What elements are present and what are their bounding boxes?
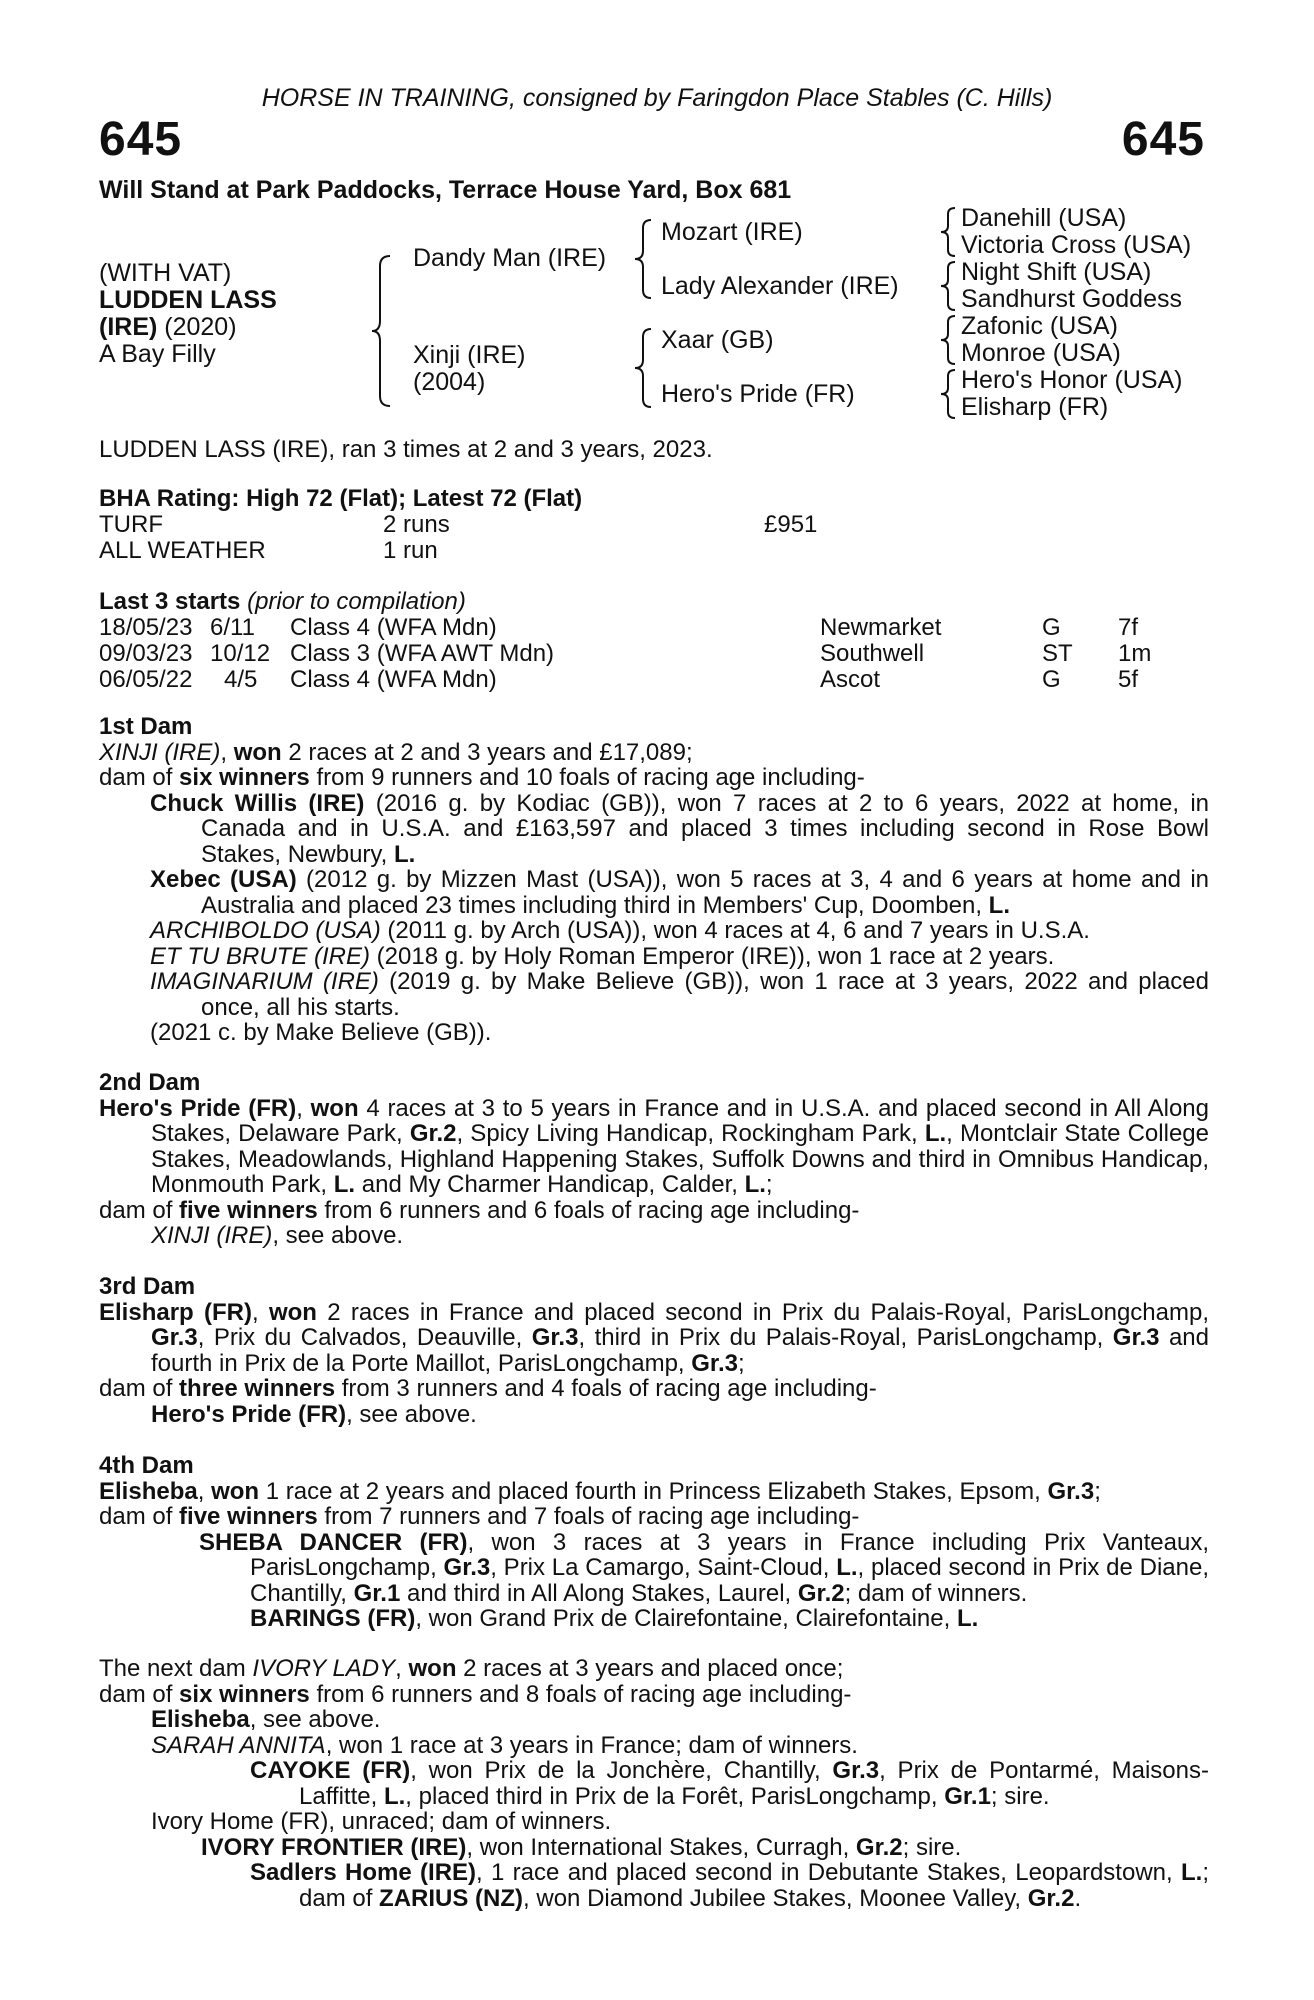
text: , third in Prix du Palais-Royal, ParisLongchamp, <box>578 1324 1113 1351</box>
text: ; <box>737 1349 745 1377</box>
start-row <box>99 666 1209 692</box>
ancestor-2: Victoria Cross (USA) <box>961 231 1192 259</box>
text: , Prix La Camargo, Saint-Cloud, <box>490 1554 837 1581</box>
text: , <box>220 738 234 766</box>
progeny-name: SARAH ANNITA <box>151 1731 326 1759</box>
progeny-entry <box>99 918 1209 944</box>
progeny-entry <box>99 1835 1209 1861</box>
winners-count: five winners <box>179 1503 318 1530</box>
text: 1 race at 2 years and placed fourth in Princess Elizabeth Stakes, Epsom, <box>259 1477 1048 1505</box>
text: , see above. <box>346 1400 477 1428</box>
progeny-entry <box>99 791 1209 868</box>
fourth-dam-produce <box>99 1504 1209 1530</box>
first-dam-section <box>99 714 1209 1046</box>
text: , see above. <box>249 1706 381 1733</box>
won-label: won <box>211 1477 260 1505</box>
grade-label: Gr.2 <box>797 1579 845 1607</box>
won-label: won <box>233 738 282 766</box>
next-dam-record <box>99 1656 1209 1682</box>
text: , won 1 race at 3 years in France; dam of winners. <box>325 1731 858 1759</box>
progeny-entry <box>99 1758 1209 1809</box>
runs: 1 run <box>383 537 438 564</box>
grade-label: Gr.3 <box>832 1757 880 1784</box>
progeny-name: Chuck Willis (IRE) <box>150 789 365 817</box>
third-dam-produce <box>99 1376 1209 1402</box>
rating-table <box>99 511 1209 563</box>
ancestor-7: Hero's Honor (USA) <box>961 366 1183 394</box>
grade-label: Gr.3 <box>1047 1477 1095 1505</box>
lot-number-right: 645 <box>1121 113 1205 166</box>
text: from 6 runners and 6 foals of racing age including- <box>317 1196 860 1224</box>
start-race: Class 3 (WFA AWT Mdn) <box>290 640 555 667</box>
vat-note: (WITH VAT) <box>99 259 232 287</box>
next-dam-section <box>99 1656 1209 1911</box>
brace-g2 <box>939 260 959 312</box>
text: , Prix du Calvados, Deauville, <box>197 1324 532 1351</box>
horse-year: (2020) <box>157 313 237 341</box>
text: dam of <box>99 1375 180 1402</box>
brace-sire-line <box>633 218 657 300</box>
fourth-dam-section <box>99 1453 1209 1632</box>
winners-count: five winners <box>179 1196 318 1224</box>
progeny-record: (2018 g. by Holy Roman Emperor (IRE)), won 1 race at 2 years. <box>370 942 1055 970</box>
progeny-record: (2011 g. by Arch (USA)), won 4 races at 4, 6 and 7 years in U.S.A. <box>380 917 1090 944</box>
grade-label: L. <box>1181 1859 1203 1886</box>
start-course: Southwell <box>820 640 925 667</box>
start-date: 06/05/22 <box>99 666 193 693</box>
text: dam of <box>99 1503 180 1530</box>
text: dam of <box>99 1196 180 1224</box>
grade-label: L. <box>836 1554 858 1581</box>
bha-rating: BHA Rating: High 72 (Flat); Latest 72 (Flat) <box>99 485 583 512</box>
text: 4 races at 3 to 5 years in France and in U.S.A. and placed second in All Along Stakes, Delaware Park, <box>151 1094 1209 1147</box>
text: ; <box>1094 1477 1101 1505</box>
surface: TURF <box>99 511 163 538</box>
starts-table <box>99 614 1209 692</box>
dam-year: (2004) <box>413 368 486 396</box>
text: from 7 runners and 7 foals of racing age including- <box>317 1503 860 1530</box>
next-dam-produce <box>99 1682 1209 1708</box>
horse-description: A Bay Filly <box>99 340 216 368</box>
rating-row <box>99 537 1209 563</box>
text: dam of <box>99 1680 180 1708</box>
dam-name: XINJI (IRE) <box>99 738 221 766</box>
text: and My Charmer Handicap, Calder, <box>355 1171 745 1198</box>
ancestor-1: Danehill (USA) <box>961 204 1127 232</box>
ancestor-5: Zafonic (USA) <box>961 312 1118 340</box>
start-course: Ascot <box>820 666 881 693</box>
text: , <box>251 1298 269 1326</box>
text: , <box>296 1094 311 1122</box>
progeny-entry <box>99 1606 1209 1632</box>
text: , 1 race and placed second in Debutante Stakes, Leopardstown, <box>476 1859 1181 1886</box>
second-dam-produce <box>99 1198 1209 1224</box>
text: , won Prix de la Jonchère, Chantilly, <box>410 1757 833 1784</box>
progeny-entry <box>99 969 1209 1020</box>
grade-label: L. <box>333 1171 356 1198</box>
brace-g3 <box>939 314 959 366</box>
consignor-header: HORSE IN TRAINING, consigned by Faringdon Place Stables (C. Hills) <box>261 84 1053 112</box>
dam-name: Elisharp (FR) <box>99 1298 252 1326</box>
start-position: 10/12 <box>210 640 271 667</box>
progeny-entry <box>99 1402 1209 1428</box>
progeny-entry <box>99 1223 1209 1249</box>
text: from 6 runners and 8 foals of racing age including- <box>309 1680 852 1708</box>
grade-label: Gr.1 <box>944 1782 991 1810</box>
progeny-record: (2019 g. by Make Believe (GB)), won 1 race at 3 years, 2022 and placed once, all his starts. <box>201 968 1209 1021</box>
text: , won 3 races at 3 years in France including Prix Vanteaux, ParisLongchamp, <box>250 1528 1209 1581</box>
start-row <box>99 614 1209 640</box>
surface: ALL WEATHER <box>99 537 266 564</box>
dam-name: Elisheba <box>99 1477 198 1505</box>
winners-count: three winners <box>179 1375 336 1402</box>
first-dam-record <box>99 740 1209 766</box>
text: ; dam of <box>299 1859 1209 1912</box>
start-position: 6/11 <box>210 614 255 641</box>
progeny-record: (2016 g. by Kodiac (GB)), won 7 races at 2 to 6 years, 2022 at home, in Canada and in U.S.A. and £163,597 and placed 3 times including second in Rose Bowl Stakes, Newbury, <box>201 789 1209 868</box>
grade-label: Gr.2 <box>409 1120 457 1147</box>
text: , won Grand Prix de Clairefontaine, Clairefontaine, <box>415 1605 957 1632</box>
grade-label: L. <box>744 1171 766 1198</box>
text: 2 races in France and placed second in Prix du Palais-Royal, ParisLongchamp, <box>316 1298 1209 1326</box>
progeny-entry <box>99 1530 1209 1607</box>
progeny-entry: (2021 c. by Make Believe (GB)). <box>150 1019 492 1046</box>
dam-name: Hero's Pride (FR) <box>99 1094 297 1122</box>
progeny-name: CAYOKE (FR) <box>250 1757 411 1784</box>
progeny-entry: Ivory Home (FR), unraced; dam of winners. <box>151 1808 612 1835</box>
won-label: won <box>408 1655 457 1682</box>
race-summary: LUDDEN LASS (IRE), ran 3 times at 2 and 3 years, 2023. <box>99 436 713 463</box>
text: , Montclair State College Stakes, Meadowlands, Highland Happening Stakes, Suffolk Downs and third in Omnibus Handicap, Monmouth Park, <box>151 1120 1209 1198</box>
grade-label: Gr.2 <box>1027 1884 1075 1912</box>
text: . <box>1074 1884 1082 1912</box>
text: ; sire. <box>902 1833 962 1861</box>
text: from 9 runners and 10 foals of racing age including- <box>309 764 865 791</box>
text: , won International Stakes, Curragh, <box>466 1833 856 1861</box>
runs: 2 runs <box>383 511 450 538</box>
second-dam-heading: 2nd Dam <box>99 1069 201 1096</box>
text: , <box>395 1655 409 1682</box>
first-dam-heading: 1st Dam <box>99 713 193 740</box>
text: , Prix de Pontarmé, Maisons-Laffitte, <box>299 1757 1209 1810</box>
text: from 3 runners and 4 foals of racing age including- <box>335 1375 877 1402</box>
last-starts-title: Last 3 starts <box>99 588 241 615</box>
won-label: won <box>310 1094 359 1122</box>
start-going: G <box>1042 666 1061 693</box>
ancestor-8: Elisharp (FR) <box>961 393 1109 421</box>
fourth-dam-heading: 4th Dam <box>99 1452 194 1479</box>
sire-sire: Mozart (IRE) <box>661 218 803 246</box>
text: ; dam of winners. <box>844 1579 1028 1607</box>
brace-g4 <box>939 368 959 420</box>
prize-money: £951 <box>764 511 818 538</box>
progeny-entry <box>99 1860 1209 1911</box>
text: , see above. <box>272 1222 404 1249</box>
start-race: Class 4 (WFA Mdn) <box>290 614 497 641</box>
text: ; <box>765 1171 773 1198</box>
horse-country: (IRE) <box>99 313 158 341</box>
winners-count: six winners <box>179 1680 310 1708</box>
start-position: 4/5 <box>224 666 258 693</box>
progeny-name: Hero's Pride (FR) <box>151 1400 347 1428</box>
text: , placed third in Prix de la Forêt, ParisLongchamp, <box>405 1782 945 1810</box>
text: 2 races at 3 years and placed once; <box>456 1655 844 1682</box>
second-dam-record <box>99 1096 1209 1198</box>
grade-label: Gr.3 <box>151 1324 198 1351</box>
text: , placed second in Prix de Diane, Chantilly, <box>250 1554 1209 1607</box>
text: , won Diamond Jubilee Stakes, Moonee Valley, <box>523 1884 1028 1912</box>
grade-label: Gr.1 <box>353 1579 401 1607</box>
progeny-name: Sadlers Home (IRE) <box>250 1859 477 1886</box>
brace-dam-line <box>633 327 657 409</box>
won-label: won <box>268 1298 317 1326</box>
horse-name-suffix <box>99 312 237 342</box>
grade-label: Gr.3 <box>443 1554 491 1581</box>
second-dam-section <box>99 1070 1209 1249</box>
text: and third in All Along Stakes, Laurel, <box>400 1579 798 1607</box>
start-row <box>99 640 1209 666</box>
grade-label: Gr.3 <box>691 1349 738 1377</box>
lot-number-left: 645 <box>99 113 183 166</box>
progeny-entry <box>99 944 1209 970</box>
dam-dam: Hero's Pride (FR) <box>661 380 855 408</box>
progeny-name: SHEBA DANCER (FR) <box>199 1528 468 1556</box>
grade-label: L. <box>988 891 1010 919</box>
text: dam of <box>99 764 180 791</box>
progeny-name: Elisheba <box>151 1706 250 1733</box>
start-going: ST <box>1042 640 1073 667</box>
progeny-name: XINJI (IRE) <box>151 1222 273 1249</box>
text: ; sire. <box>990 1782 1050 1810</box>
dam-name: IVORY LADY <box>252 1655 396 1682</box>
progeny-name: ET TU BRUTE (IRE) <box>150 942 370 970</box>
third-dam-section <box>99 1274 1209 1427</box>
text: 2 races at 2 and 3 years and £17,089; <box>281 738 693 766</box>
ancestor-6: Monroe (USA) <box>961 339 1121 367</box>
grade-label: L. <box>924 1120 947 1147</box>
brace-generation1 <box>370 254 400 408</box>
grade-label: Gr.2 <box>855 1833 903 1861</box>
sire-dam: Lady Alexander (IRE) <box>661 272 899 300</box>
start-distance: 7f <box>1118 614 1139 641</box>
progeny-record: (2012 g. by Mizzen Mast (USA)), won 5 races at 3, 4 and 6 years at home and in Australia and placed 23 times including third in Members' Cup, Doomben, <box>201 866 1209 919</box>
last-starts-heading <box>99 588 466 616</box>
start-race: Class 4 (WFA Mdn) <box>290 666 497 693</box>
dam-sire: Xaar (GB) <box>661 326 774 354</box>
progeny-name: Xebec (USA) <box>150 866 297 893</box>
last-starts-note: (prior to compilation) <box>240 588 466 615</box>
stand-location: Will Stand at Park Paddocks, Terrace House Yard, Box 681 <box>99 176 792 204</box>
progeny-name: IMAGINARIUM (IRE) <box>150 968 379 995</box>
grade-label: L. <box>383 1782 406 1810</box>
dam-name: Xinji (IRE) <box>413 341 526 369</box>
sire-name: Dandy Man (IRE) <box>413 244 607 272</box>
start-course: Newmarket <box>820 614 942 641</box>
grade-label: L. <box>393 840 416 868</box>
progeny-name: ZARIUS (NZ) <box>379 1884 524 1912</box>
ancestor-3: Night Shift (USA) <box>961 258 1152 286</box>
third-dam-heading: 3rd Dam <box>99 1273 196 1300</box>
grade-label: Gr.3 <box>531 1324 579 1351</box>
third-dam-record <box>99 1300 1209 1377</box>
start-distance: 5f <box>1118 666 1139 693</box>
progeny-name: IVORY FRONTIER (IRE) <box>201 1833 467 1861</box>
text: , Spicy Living Handicap, Rockingham Park, <box>456 1120 925 1147</box>
horse-name: LUDDEN LASS <box>99 286 277 314</box>
start-distance: 1m <box>1118 640 1152 667</box>
progeny-name: BARINGS (FR) <box>250 1605 416 1632</box>
first-dam-produce <box>99 765 1209 791</box>
text: The next dam <box>99 1655 253 1682</box>
brace-g1 <box>939 206 959 258</box>
rating-row <box>99 511 1209 537</box>
progeny-entry <box>99 867 1209 918</box>
grade-label: L. <box>956 1605 979 1632</box>
progeny-entry <box>99 1707 1209 1733</box>
ancestor-4: Sandhurst Goddess <box>961 285 1182 313</box>
text: , <box>197 1477 212 1505</box>
text: and fourth in Prix de la Porte Maillot, ParisLongchamp, <box>151 1324 1209 1377</box>
grade-label: Gr.3 <box>1112 1324 1160 1351</box>
start-date: 18/05/23 <box>99 614 193 641</box>
start-date: 09/03/23 <box>99 640 193 667</box>
progeny-name: ARCHIBOLDO (USA) <box>150 917 381 944</box>
progeny-entry <box>99 1733 1209 1759</box>
start-going: G <box>1042 614 1061 641</box>
fourth-dam-record <box>99 1479 1209 1505</box>
winners-count: six winners <box>179 764 310 791</box>
